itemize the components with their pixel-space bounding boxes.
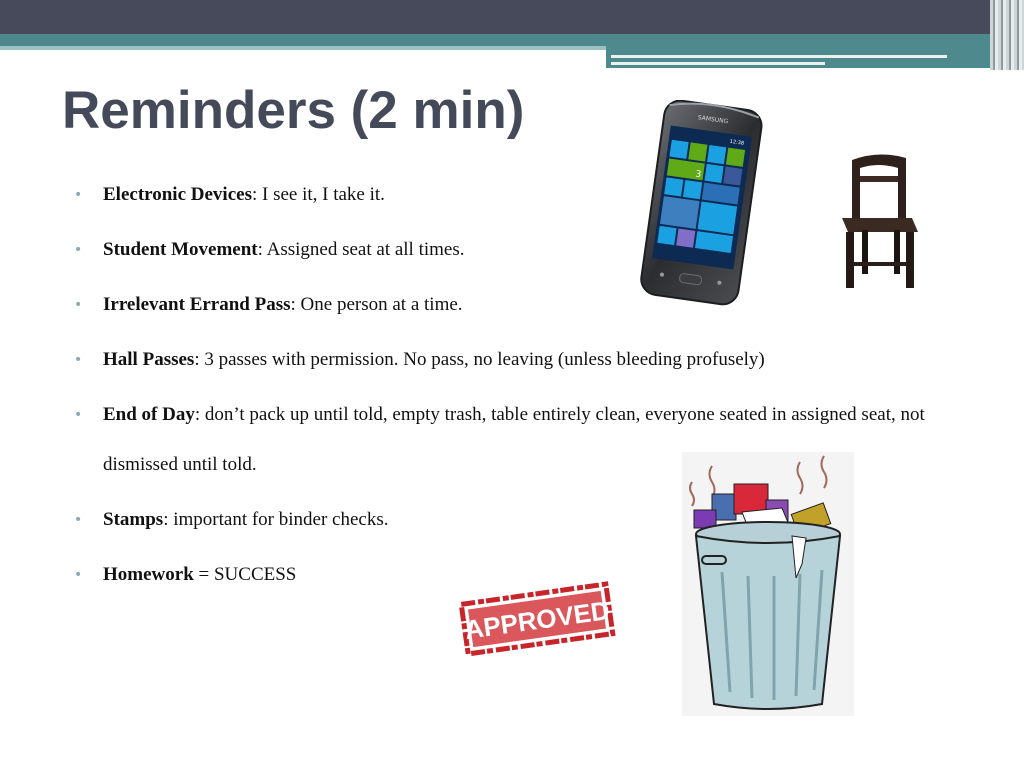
approved-stamp-icon	[458, 578, 616, 660]
phone-tile-number: 3	[694, 169, 702, 181]
header-accent-band	[0, 34, 1024, 46]
bullet-label: Student Movement	[103, 239, 258, 260]
header-divider-line	[611, 62, 825, 65]
phone-clock-text: 12:38	[729, 138, 745, 147]
bullet-text: : 3 passes with permission. No pass, no leaving (unless bleeding profusely)	[194, 349, 765, 370]
header-divider-line	[611, 55, 947, 58]
slide-title: Reminders (2 min)	[62, 81, 525, 140]
stamp-text: APPROVED	[462, 594, 612, 645]
bullet-label: End of Day	[103, 404, 195, 425]
chair-icon	[832, 150, 924, 290]
bullet-label: Hall Passes	[103, 349, 195, 370]
bullet-text: : don’t pack up until told, empty trash, table entirely clean, everyone seated in assigned seat, not dismissed until told.	[103, 404, 925, 475]
bullet-label: Homework	[103, 564, 194, 585]
bullet-text: : I see it, I take it.	[251, 184, 385, 205]
header-stripes	[990, 0, 1024, 70]
bullet-label: Electronic Devices	[103, 184, 252, 205]
phone-brand-text: SAMSUNG	[697, 114, 729, 126]
trash-can-icon	[682, 452, 854, 716]
bullet-label: Stamps	[103, 509, 164, 530]
bullet-label: Irrelevant Errand Pass	[103, 294, 291, 315]
bullet-text: : Assigned seat at all times.	[257, 239, 465, 260]
bullet-text: = SUCCESS	[193, 564, 297, 585]
bullet-item	[74, 335, 974, 385]
bullet-text: : important for binder checks.	[163, 509, 389, 530]
bullet-text: : One person at a time.	[290, 294, 463, 315]
header-band	[0, 0, 1024, 34]
header-accent-line	[0, 46, 606, 50]
smartphone-icon	[628, 100, 768, 310]
